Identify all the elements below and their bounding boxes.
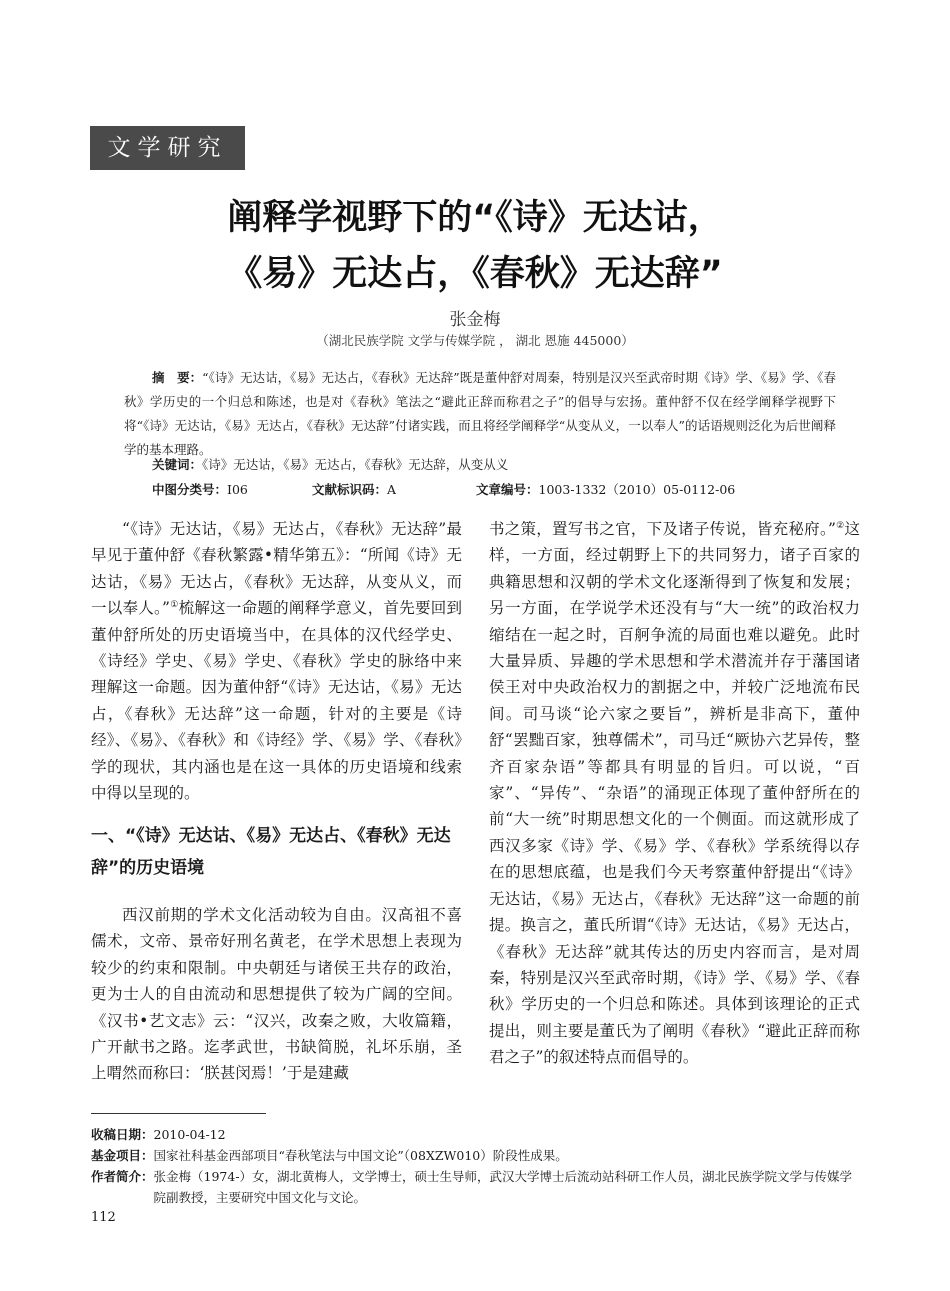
- keywords-label: 关键词：: [152, 457, 203, 472]
- footnote-ref-1: ①: [169, 600, 179, 611]
- body-column-left-top: [91, 516, 462, 806]
- article-title-line1: 阐释学视野下的“《诗》无达诂，: [227, 198, 723, 238]
- article-title-line2: 《易》无达占，《春秋》无达辞”: [227, 254, 723, 294]
- article-label: 文章编号：: [476, 482, 539, 497]
- page-number: 112: [91, 1210, 116, 1225]
- footnote-ref-2: ②: [835, 520, 845, 531]
- doc-value: A: [387, 482, 397, 497]
- received-value: 2010-04-12: [153, 1127, 226, 1142]
- author-affiliation: （湖北民族学院 文学与传媒学院 ， 湖北 恩施 445000）: [316, 333, 634, 348]
- article-value: 1003-1332（2010）05-0112-06: [538, 482, 736, 497]
- paragraph-text: 书之策，置写书之官，下及诸子传说，皆充秘府。”: [489, 520, 836, 538]
- author-name: 张金梅: [449, 310, 501, 330]
- article-number: [476, 480, 735, 498]
- bio-value: 张金梅（1974-）女，湖北黄梅人，文学博士，硕士生导师，武汉大学博士后流动站科研工作人员，湖北民族学院文学与传媒学院副教授，主要研究中国文化与文论。: [153, 1169, 853, 1205]
- clc-number: [152, 480, 248, 498]
- section-tag: 文学研究: [90, 126, 245, 170]
- clc-value: I06: [227, 482, 248, 497]
- section-heading-1: 一、“《诗》无达诂、《易》无达占、《春秋》无达辞”的历史语境: [91, 826, 451, 878]
- body-paragraph-2: 西汉前期的学术文化活动较为自由。汉高祖不喜儒术，文帝、景帝好刑名黄老，在学术思想上表现为较少的约束和限制。中央朝廷与诸侯王共存的政治，更为士人的自由流动和思想提供了较为广阔的空间。《汉书•艺文志》云：“汉兴，改秦之败，大收篇籍，广开献书之路。迄孝武世，书缺简脱，礼坏乐崩，圣上喟然而称曰：‘朕甚闵焉！’于是建藏: [91, 906, 462, 1083]
- received-label: 收稿日期：: [91, 1127, 154, 1142]
- fund-project: [91, 1145, 861, 1166]
- keywords: [152, 455, 832, 473]
- abstract-label: 摘 要：: [152, 370, 203, 385]
- paragraph-text: “《诗》无达诂，《易》无达占，《春秋》无达辞”最早见于董仲舒《春秋繁露•精华第五》：“所闻《诗》无达诂，《易》无达占，《春秋》无达辞，从变从义，而一以奉人。”: [91, 520, 462, 618]
- document-code: [312, 480, 396, 498]
- paragraph-text: 这样，一方面，经过朝野上下的共同努力，诸子百家的典籍思想和汉朝的学术文化逐渐得到了恢复和发展；另一方面，在学说学术还没有与“大一统”的政治权力缩结在一起之时，百舸争流的局面也难以避免。此时大量异质、异趣的学术思想和学术潜流并存于藩国诸侯王对中央政治权力的割据之中，并较广泛地流布民间。司马谈“论六家之要旨”，辨析是非高下，董仲舒“罢黜百家，独尊儒术”，司马迁“厥协六艺异传，整齐百家杂语”等都具有明显的旨归。可以说，“百家”、“异传”、“杂语”的涌现正体现了董仲舒所在的前“大一统”时期思想文化的一个侧面。而这就形成了西汉多家《诗》学、《易》学、《春秋》学系统得以存在的思想底蕴，也是我们今天考察董仲舒提出“《诗》无达诂，《易》无达占，《春秋》无达辞”这一命题的前提。换言之，董氏所谓“《诗》无达诂，《易》无达占，《春秋》无达辞”就其传达的历史内容而言，是对周秦，特别是汉兴至武帝时期，《诗》学、《易》学、《春秋》学历史的一个归总和陈述。具体到该理论的正式提出，则主要是董氏为了阐明《春秋》“避此正辞而称君之子”的叙述特点而倡导的。: [489, 520, 860, 1067]
- footnote-divider: [91, 1113, 266, 1114]
- keywords-text: 《诗》无达诂，《易》无达占，《春秋》无达辞，从变从义: [202, 457, 509, 472]
- body-paragraph-3: [489, 516, 860, 1071]
- clc-label: 中图分类号：: [152, 482, 228, 497]
- doc-label: 文献标识码：: [312, 482, 388, 497]
- article-notes: [91, 1124, 861, 1208]
- received-date: [91, 1124, 861, 1145]
- fund-label: 基金项目：: [91, 1148, 154, 1163]
- paragraph-text: 梳解这一命题的阐释学意义，首先要回到董仲舒所处的历史语境当中，在具体的汉代经学史、《诗经》学史、《易》学史、《春秋》学史的脉络中来理解这一命题。因为董仲舒“《诗》无达诂，《易》无达占，《春秋》无达辞”这一命题，针对的主要是《诗经》、《易》、《春秋》和《诗经》学、《易》学、《春秋》学的现状，其内涵也是在这一具体的历史语境和线索中得以呈现的。: [91, 599, 462, 803]
- body-column-left-bottom: [91, 902, 462, 1087]
- author-bio: [91, 1166, 861, 1208]
- abstract-text: “《诗》无达诂，《易》无达占，《春秋》无达辞”既是董仲舒对周秦，特别是汉兴至武帝时期《诗》学、《易》学、《春秋》学历史的一个归总和陈述，也是对《春秋》笔法之“避此正辞而称君之子”的倡导与宏扬。董仲舒不仅在经学阐释学视野下将“《诗》无达诂，《易》无达占，《春秋》无达辞”付诸实践，而且将经学阐释学“从变从义，一以奉人”的话语规则泛化为后世阐释学的基本理路。: [124, 370, 836, 457]
- body-paragraph-1: [91, 516, 462, 806]
- abstract: [124, 366, 836, 462]
- body-column-right: [489, 516, 860, 1071]
- bio-label: 作者简介：: [91, 1169, 154, 1184]
- fund-value: 国家社科基金西部项目“春秋笔法与中国文论”（08XZW010）阶段性成果。: [153, 1148, 568, 1163]
